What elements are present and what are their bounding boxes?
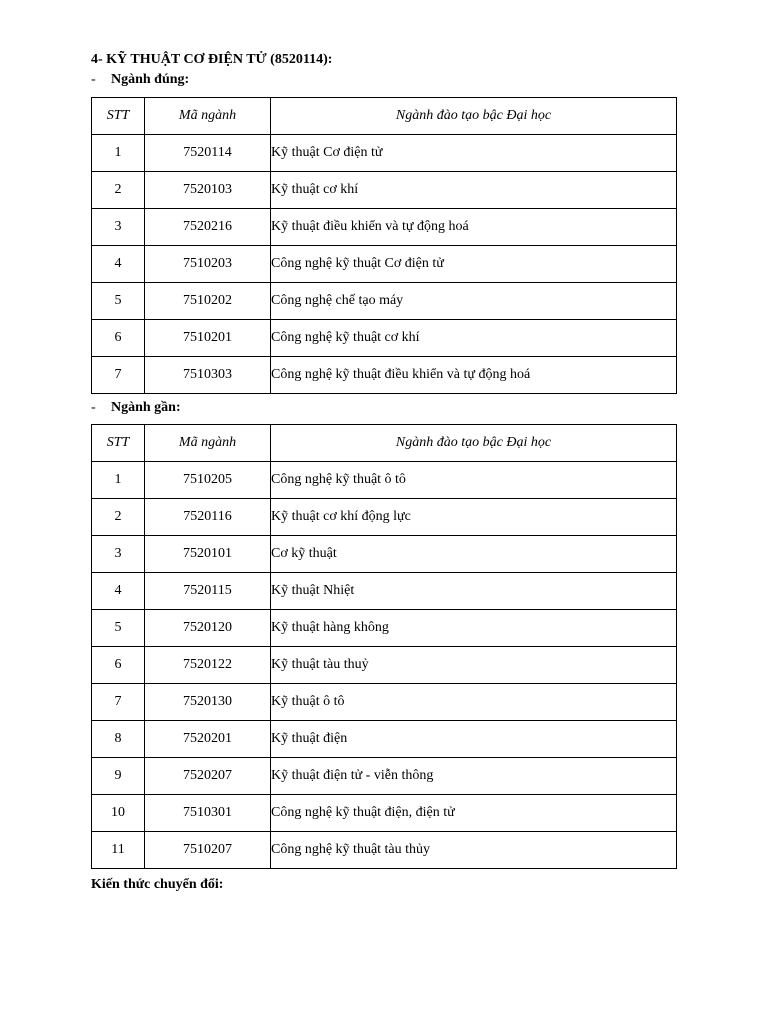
- row-stt: 4: [92, 246, 145, 283]
- table-header-row: [92, 98, 677, 135]
- row-major-code: 7520122: [145, 647, 271, 684]
- row-major-code: 7520120: [145, 610, 271, 647]
- table-row: [92, 283, 677, 320]
- row-major-code: 7520103: [145, 172, 271, 209]
- row-major-code: 7510203: [145, 246, 271, 283]
- header-major-name: Ngành đào tạo bậc Đại học: [271, 98, 677, 135]
- table-row: [92, 499, 677, 536]
- row-major-code: 7520116: [145, 499, 271, 536]
- correct-majors-table: [91, 97, 677, 394]
- row-major-name: Kỹ thuật cơ khí: [271, 172, 677, 209]
- row-stt: 6: [92, 320, 145, 357]
- table-row: [92, 573, 677, 610]
- row-stt: 7: [92, 357, 145, 394]
- row-major-code: 7520101: [145, 536, 271, 573]
- row-major-name: Kỹ thuật điều khiển và tự động hoá: [271, 209, 677, 246]
- table-row: [92, 795, 677, 832]
- row-stt: 9: [92, 758, 145, 795]
- row-stt: 2: [92, 499, 145, 536]
- table-row: [92, 462, 677, 499]
- row-major-name: Công nghệ kỹ thuật điện, điện tử: [271, 795, 677, 832]
- row-stt: 4: [92, 573, 145, 610]
- table-header-row: [92, 425, 677, 462]
- row-major-code: 7510201: [145, 320, 271, 357]
- related-majors-table: [91, 424, 677, 869]
- conversion-knowledge-label: Kiến thức chuyển đổi:: [91, 877, 224, 892]
- row-major-name: Công nghệ chế tạo máy: [271, 283, 677, 320]
- row-major-code: 7520207: [145, 758, 271, 795]
- table-row: [92, 610, 677, 647]
- row-stt: 6: [92, 647, 145, 684]
- header-major-name: Ngành đào tạo bậc Đại học: [271, 425, 677, 462]
- bullet-related-majors: [91, 398, 181, 418]
- related-majors-body: [92, 462, 677, 869]
- bullet-dash: -: [91, 72, 96, 87]
- table-row: [92, 721, 677, 758]
- correct-majors-body: [92, 135, 677, 394]
- row-major-code: 7520216: [145, 209, 271, 246]
- row-stt: 1: [92, 462, 145, 499]
- row-stt: 11: [92, 832, 145, 869]
- row-major-code: 7510205: [145, 462, 271, 499]
- section-heading: 4- KỸ THUẬT CƠ ĐIỆN TỬ (8520114):: [91, 52, 333, 67]
- table-row: [92, 135, 677, 172]
- table-row: [92, 172, 677, 209]
- row-major-name: Kỹ thuật Nhiệt: [271, 573, 677, 610]
- row-stt: 10: [92, 795, 145, 832]
- header-stt: STT: [92, 98, 145, 135]
- table-row: [92, 320, 677, 357]
- related-majors-label: Ngành gần:: [111, 400, 181, 415]
- row-major-code: 7510207: [145, 832, 271, 869]
- row-major-name: Kỹ thuật cơ khí động lực: [271, 499, 677, 536]
- row-stt: 2: [92, 172, 145, 209]
- row-major-code: 7510301: [145, 795, 271, 832]
- row-stt: 1: [92, 135, 145, 172]
- row-stt: 5: [92, 610, 145, 647]
- row-major-name: Công nghệ kỹ thuật điều khiển và tự động hoá: [271, 357, 677, 394]
- row-major-name: Công nghệ kỹ thuật tàu thủy: [271, 832, 677, 869]
- table-row: [92, 209, 677, 246]
- table-row: [92, 357, 677, 394]
- row-major-name: Kỹ thuật tàu thuỷ: [271, 647, 677, 684]
- correct-majors-label: Ngành đúng:: [111, 72, 190, 87]
- row-major-name: Kỹ thuật ô tô: [271, 684, 677, 721]
- row-major-name: Cơ kỹ thuật: [271, 536, 677, 573]
- row-stt: 7: [92, 684, 145, 721]
- row-stt: 3: [92, 209, 145, 246]
- row-major-name: Kỹ thuật điện: [271, 721, 677, 758]
- table-row: [92, 536, 677, 573]
- table-row: [92, 832, 677, 869]
- row-major-name: Kỹ thuật điện tử - viễn thông: [271, 758, 677, 795]
- row-major-code: 7520114: [145, 135, 271, 172]
- header-stt: STT: [92, 425, 145, 462]
- row-major-code: 7510202: [145, 283, 271, 320]
- row-major-code: 7520130: [145, 684, 271, 721]
- row-major-name: Kỹ thuật Cơ điện tử: [271, 135, 677, 172]
- row-major-name: Công nghệ kỹ thuật ô tô: [271, 462, 677, 499]
- header-code: Mã ngành: [145, 98, 271, 135]
- header-code: Mã ngành: [145, 425, 271, 462]
- table-row: [92, 647, 677, 684]
- row-major-code: 7520201: [145, 721, 271, 758]
- table-row: [92, 684, 677, 721]
- bullet-correct-majors: [91, 70, 189, 90]
- row-major-code: 7510303: [145, 357, 271, 394]
- table-row: [92, 246, 677, 283]
- row-major-name: Kỹ thuật hàng không: [271, 610, 677, 647]
- row-stt: 3: [92, 536, 145, 573]
- row-major-name: Công nghệ kỹ thuật Cơ điện tử: [271, 246, 677, 283]
- row-major-name: Công nghệ kỹ thuật cơ khí: [271, 320, 677, 357]
- table-row: [92, 758, 677, 795]
- row-major-code: 7520115: [145, 573, 271, 610]
- bullet-dash: -: [91, 400, 96, 415]
- row-stt: 5: [92, 283, 145, 320]
- row-stt: 8: [92, 721, 145, 758]
